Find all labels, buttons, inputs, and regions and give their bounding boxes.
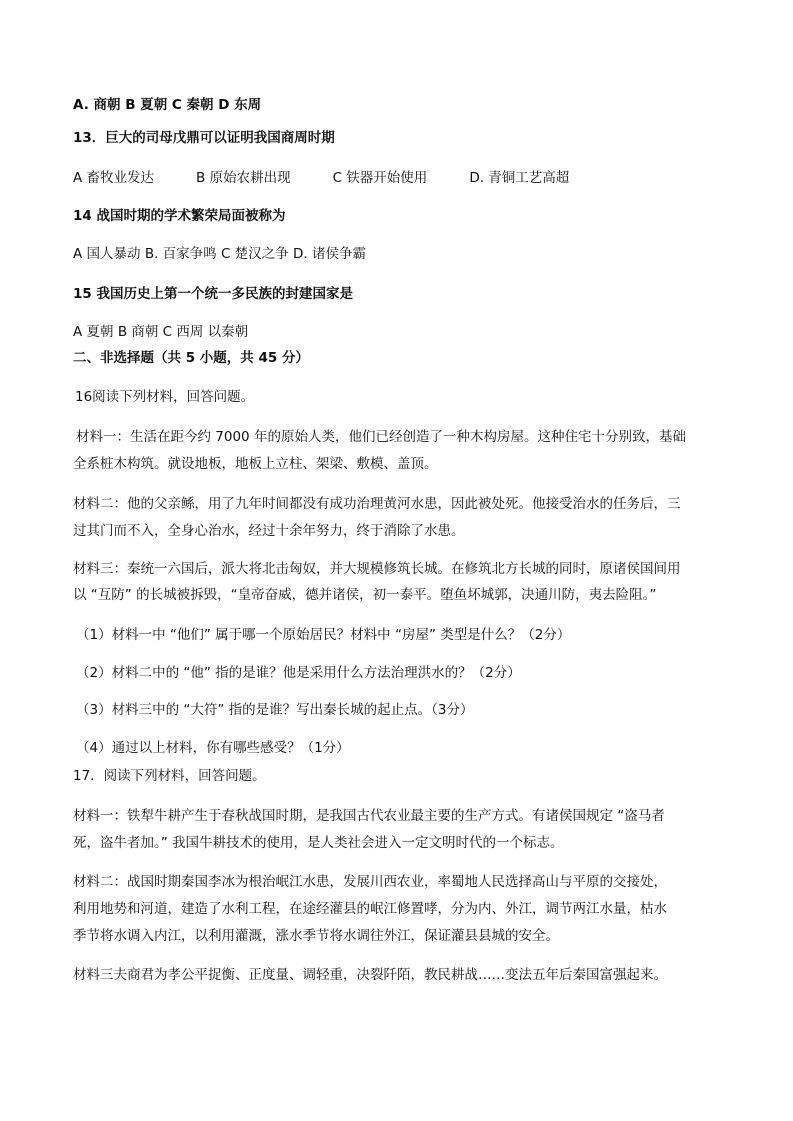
q13-option-c: C 铁器开始使用: [332, 170, 428, 186]
q13-option-b: B 原始农耕出现: [196, 170, 291, 186]
q16-material-1-line-1: 材料一：生活在距今约 7000 年的原始人类，他们已经创造了一种木构房屋。这种住宅十分别致，基础: [76, 429, 686, 445]
q16-sub-question-3: （3）材料三中的 “大符” 指的是谁？写出秦长城的起止点。（3分）: [76, 702, 474, 718]
q17-material-2-line-2: 利用地势和河道，建造了水利工程，在途经灌县的岷江修置哮，分为内、外江，调节两江水量，枯水: [73, 901, 667, 917]
q13-option-a: A 畜牧业发达: [73, 170, 155, 186]
q16-sub-question-1: （1）材料一中 “他们” 属于哪一个原始居民？材料中 “房屋” 类型是什么？（2分）: [76, 627, 571, 643]
q13-option-d: D. 青铜工艺高超: [469, 170, 570, 186]
q14-stem: 14 战国时期的学术繁荣局面被称为: [73, 208, 286, 224]
q17-stem: 17．阅读下列材料，回答问题。: [73, 768, 266, 784]
q12-options: A. 商朝 B 夏朝 C 秦朝 D 东周: [73, 97, 262, 113]
q15-stem: 15 我国历史上第一个统一多民族的封建国家是: [73, 286, 353, 302]
q17-material-3-line-1: 材料三夫商君为孝公平捉衡、正度量、调轻重，决裂阡陌，教民耕战……变法五年后秦国富强起来。: [73, 967, 667, 983]
q16-material-3-line-1: 材料三：秦统一六国后，派大将北击匈奴，并大规模修筑长城。在修筑北方长城的同时，原诸侯国间用: [73, 561, 681, 577]
q16-material-2-line-1: 材料二：他的父亲鲧，用了九年时间都没有成功治理黄河水患，因此被处死。他接受治水的任务后，三: [73, 496, 681, 512]
q13-stem: 13．巨大的司母戊鼎可以证明我国商周时期: [73, 130, 335, 146]
q16-material-2-line-2: 过其门而不入，全身心治水，经过十余年努力，终于消除了水患。: [73, 523, 465, 539]
q17-material-2-line-1: 材料二：战国时期秦国李冰为根治岷江水患，发展川西农业，率蜀地人民选择高山与平原的交接处，: [73, 874, 667, 890]
q15-options: A 夏朝 B 商朝 C 西周 以秦朝: [73, 324, 249, 340]
q13-options: [73, 168, 723, 188]
q16-sub-question-2: （2）材料二中的 “他” 指的是谁？他是采用什么方法治理洪水的？（2分）: [76, 665, 521, 681]
q17-material-1-line-2: 死，盗牛者加。” 我国牛耕技术的使用，是人类社会进入一定文明时代的一个标志。: [73, 835, 564, 851]
q16-stem: 16阅读下列材料，回答问题。: [75, 389, 255, 405]
q16-sub-question-4: （4）通过以上材料，你有哪些感受？（1分）: [76, 740, 350, 756]
q17-material-2-line-3: 季节将水调入内江，以利用灌溉，涨水季节将水调往外江，保证灌县县城的安全。: [73, 928, 559, 944]
q17-material-1-line-1: 材料一：铁犁牛耕产生于春秋战国时期，是我国古代农业最主要的生产方式。有诸侯国规定 “盗马者: [73, 808, 665, 824]
q16-material-1-line-2: 全系桩木构筑。就设地板，地板上立柱、架梁、敷模、盖顶。: [73, 456, 438, 472]
section-heading: 二、非选择题（共 5 小题，共 45 分）: [73, 350, 309, 366]
q16-material-3-line-2: 以 “互防” 的长城被拆毁，“皇帝奋威，德并诸侯，初一泰平。堕鱼坏城郭，决通川防，夷去险阻。”: [73, 587, 657, 603]
q14-options: A 国人暴动 B. 百家争鸣 C 楚汉之争 D. 诸侯争霸: [73, 246, 366, 262]
